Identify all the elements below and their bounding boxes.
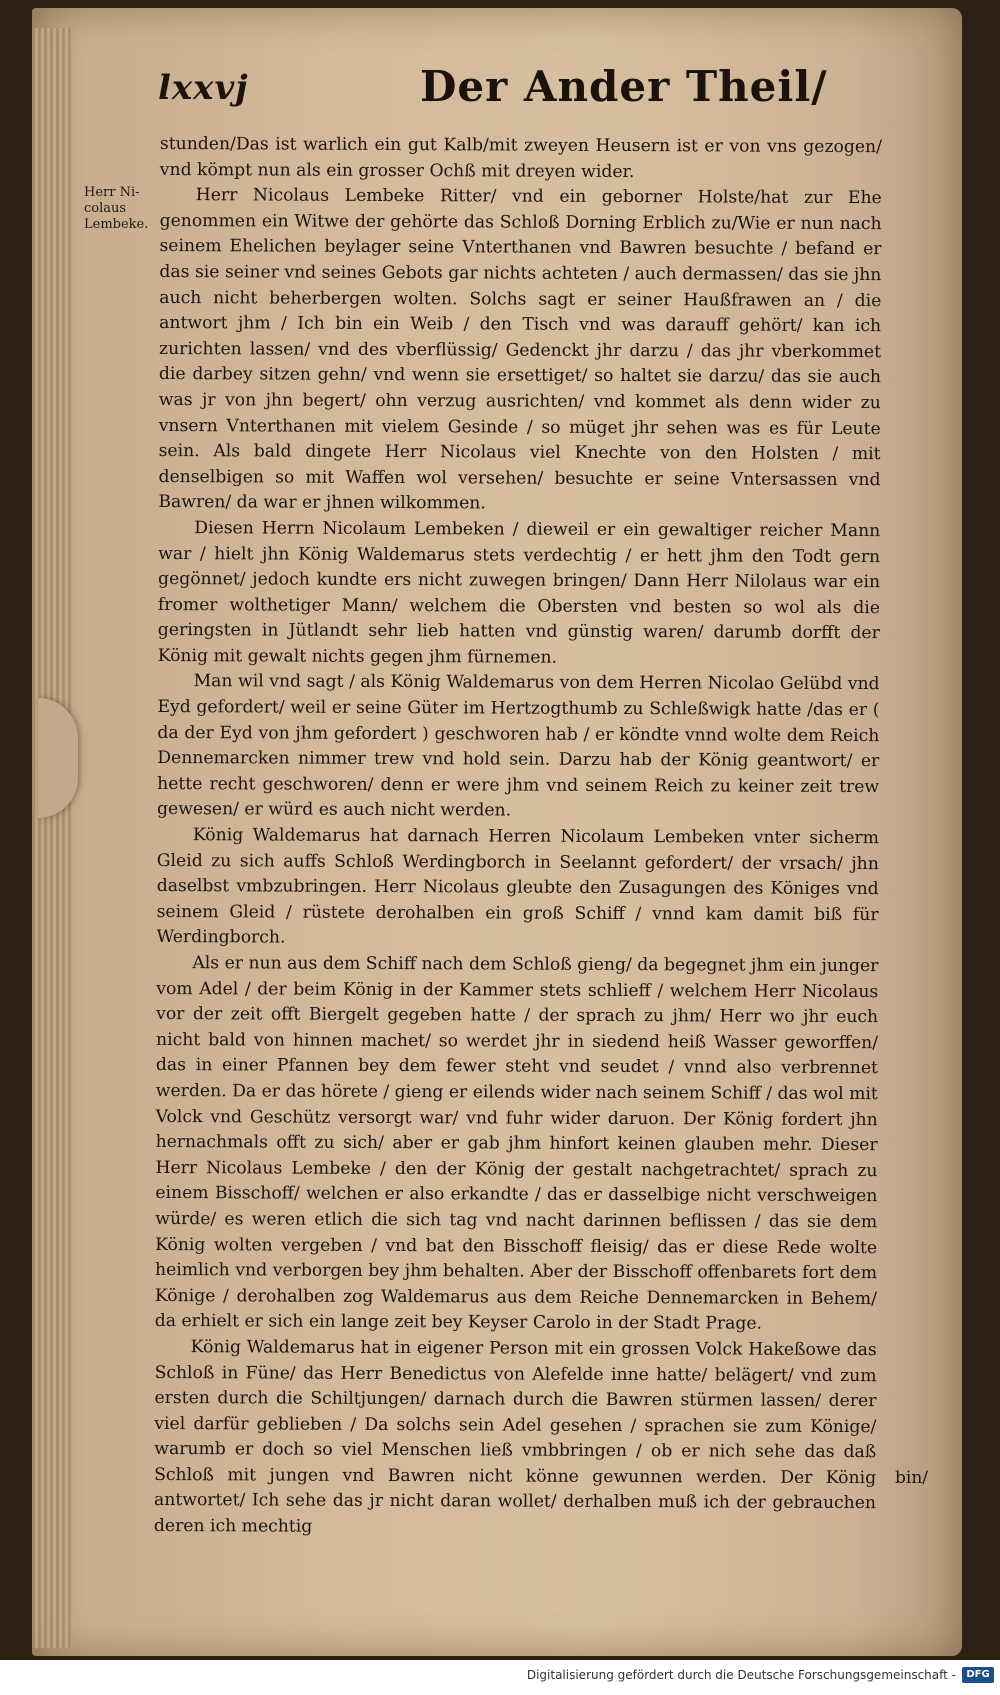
paragraph: Diesen Herrn Nicolaum Lembeken / dieweil er ein gewaltiger reicher Mann war / hielt jhn König Waldemarus stets verdechtig / er hett jhm den Todt gern gegönnet/ jedoch kundte ers nicht zuwegen bringen/ Dann Herr Nilolaus war ein fromer wolthetiger Mann/ welchem die Obersten vnd besten so wol als die geringsten in Jütlandt sehr lieb hatten vnd günstig waren/ darumb dorfft der König mit gewalt nichts gegen jhm fürnemen. [157, 518, 881, 668]
running-title: Der Ander Theil/ [420, 62, 828, 111]
catchword: bin/ [895, 1468, 928, 1488]
paragraph: König Waldemarus hat in eigener Person mit ein grossen Volck Hakeßowe das Schloß in Füne/ das Herr Benedictus von Alefelde inne hatte/ belägert/ vnd zum ersten durch die Schiltjungen/ darnach durch die Bawren stürmen lassen/ derer viel darfür geblieben / Da solchs sein Adel gesehen / sprachen sie zum Könige/ warumb er doch so viel Menschen ließ vmbbringen / ob er nich sehe das daß Schloß mit jungen vnd Bawren nicht könne gewunnen werden. Der König antwortet/ Ich sehe das jr nicht daran wollet/ derhalben muß ich der gebrauchen deren ich mechtig [153, 1337, 877, 1537]
funding-credit: Digitalisierung gefördert durch die Deutsche Forschungsgemeinschaft - [526, 1668, 956, 1682]
paragraph: stunden/Das ist warlich ein gut Kalb/mit zweyen Heusern ist er von vns gezogen/ vnd kömpt nun als ein grosser Ochß mit dreyen wider. [159, 133, 882, 182]
paragraph: Man wil vnd sagt / als König Waldemarus von dem Herren Nicolao Gelübd vnd Eyd gefordert/ weil er seine Güter im Hertzogthumb zu Schleßwigk hatte /das er ( da der Eyd von jhm gefordert ) geschworen hab / er köndte vnnd wolte dem Reich Dennemarcken nimmer trew vnd hold sein. Darzu hab der König geantwort/ er hette recht geschworen/ denn er were jhm vnd seinem Reich zu keiner zeit trew gewesen/ er würd es auch nicht werden. [157, 671, 880, 821]
dfg-logo: DFG [962, 1667, 994, 1683]
margin-note: Herr Ni- colaus Lembeke. [84, 185, 149, 232]
folio-number: lxxvj [158, 68, 249, 108]
footer-bar [0, 1660, 1000, 1695]
paragraph: Herr Nicolaus Lembeke Ritter/ vnd ein geborner Holste/hat zur Ehe genommen ein Witwe der gehörte das Schloß Dorning Erblich zu/Wie er nun nach seinem Ehelichen beylager seine Vnterthanen vnd Bawren besuchte / befand er das sie seiner vnd seines Gebots gar nichts achteten / auch dermassen/ das sie jhn auch nicht beherbergen wolten. Solchs sagt er seiner Haußfrawen an / die antwort jhm / Ich bin ein Weib / den Tisch vnd was darauff gehört/ kan ich zurichten lassen/ vnd des vberflüssig/ Gedenckt jhr darzu / das jhr vberkommet die darbey sitzen gehn/ vnd wenn sie ersettiget/ so haltet sie darzu/ das sie auch was jr von jhn begert/ ohn verzug ausrichten/ vnd kommet als denn wider zu vnsern Vnterthanen mit vielem Gesinde / so müget jhr sehen was es für Leute sein. Als bald dingete Herr Nicolaus viel Knechte von den Holsten / mit denselbigen so mit Waffen wol versehen/ besuchte er seine Vntersassen vnd Bawren/ da war er jhnen wilkommen. [158, 185, 882, 514]
page-fold-tab [38, 698, 78, 818]
page-header [120, 62, 920, 132]
body-text [154, 132, 882, 1543]
paragraph: König Waldemarus hat darnach Herren Nicolaum Lembeken vnter sicherm Gleid zu sich auffs Schloß Werdingborch in Seelannt gefordert/ der vrsach/ jhn daselbst vmbzubringen. Herr Nicolaus gleubte den Zusagungen des Königes vnd seinem Gleid / rüstete derohalben ein groß Schiff / vnnd kam damit biß für Werdingborch. [156, 825, 879, 948]
page-edge-stack [32, 28, 72, 1648]
paragraph: Als er nun aus dem Schiff nach dem Schloß gieng/ da begegnet jhm ein junger vom Adel / der beim König in der Kammer stets schlieff / welchem Herr Nicolaus vor der zeit offt Biergelt gegeben hatte / der sprach zu jhm/ Herr wo jhr euch nicht bald von hinnen machet/ so werdet jhr in siedend heiß Wasser geworffen/ das in einer Pfannen bey dem fewer steht vnd seudet / vnnd also verbrennet werden. Da er das hörete / gieng er eilends wider nach seinem Schiff / das wol mit Volck vnd Geschütz versorgt war/ vnd fuhr wider daruon. Der König fordert jhn hernachmals offt zu sich/ aber er gab jhm hinfort keinen glauben mehr. Dieser Herr Nicolaus Lembeke / den der König der gestalt nachgetrachtet/ sprach zu einem Bisschoff/ welchen er also erkandte / das er dasselbige nicht verschweigen würde/ es weren etlich die sich tag vnd nacht darinnen beflissen / das sie dem König wolten vergeben / vnd bat den Bisschoff fleisig/ das er diese Rede wolte heimlich vnd verborgen bey jhm behalten. Aber der Bisschoff offenbarets fort dem Könige / derohalben zog Waldemarus aus dem Reiche Dennemarcken in Behem/ da erhielt er sich ein lange zeit bey Keyser Carolo in der Stadt Prage. [154, 953, 879, 1334]
